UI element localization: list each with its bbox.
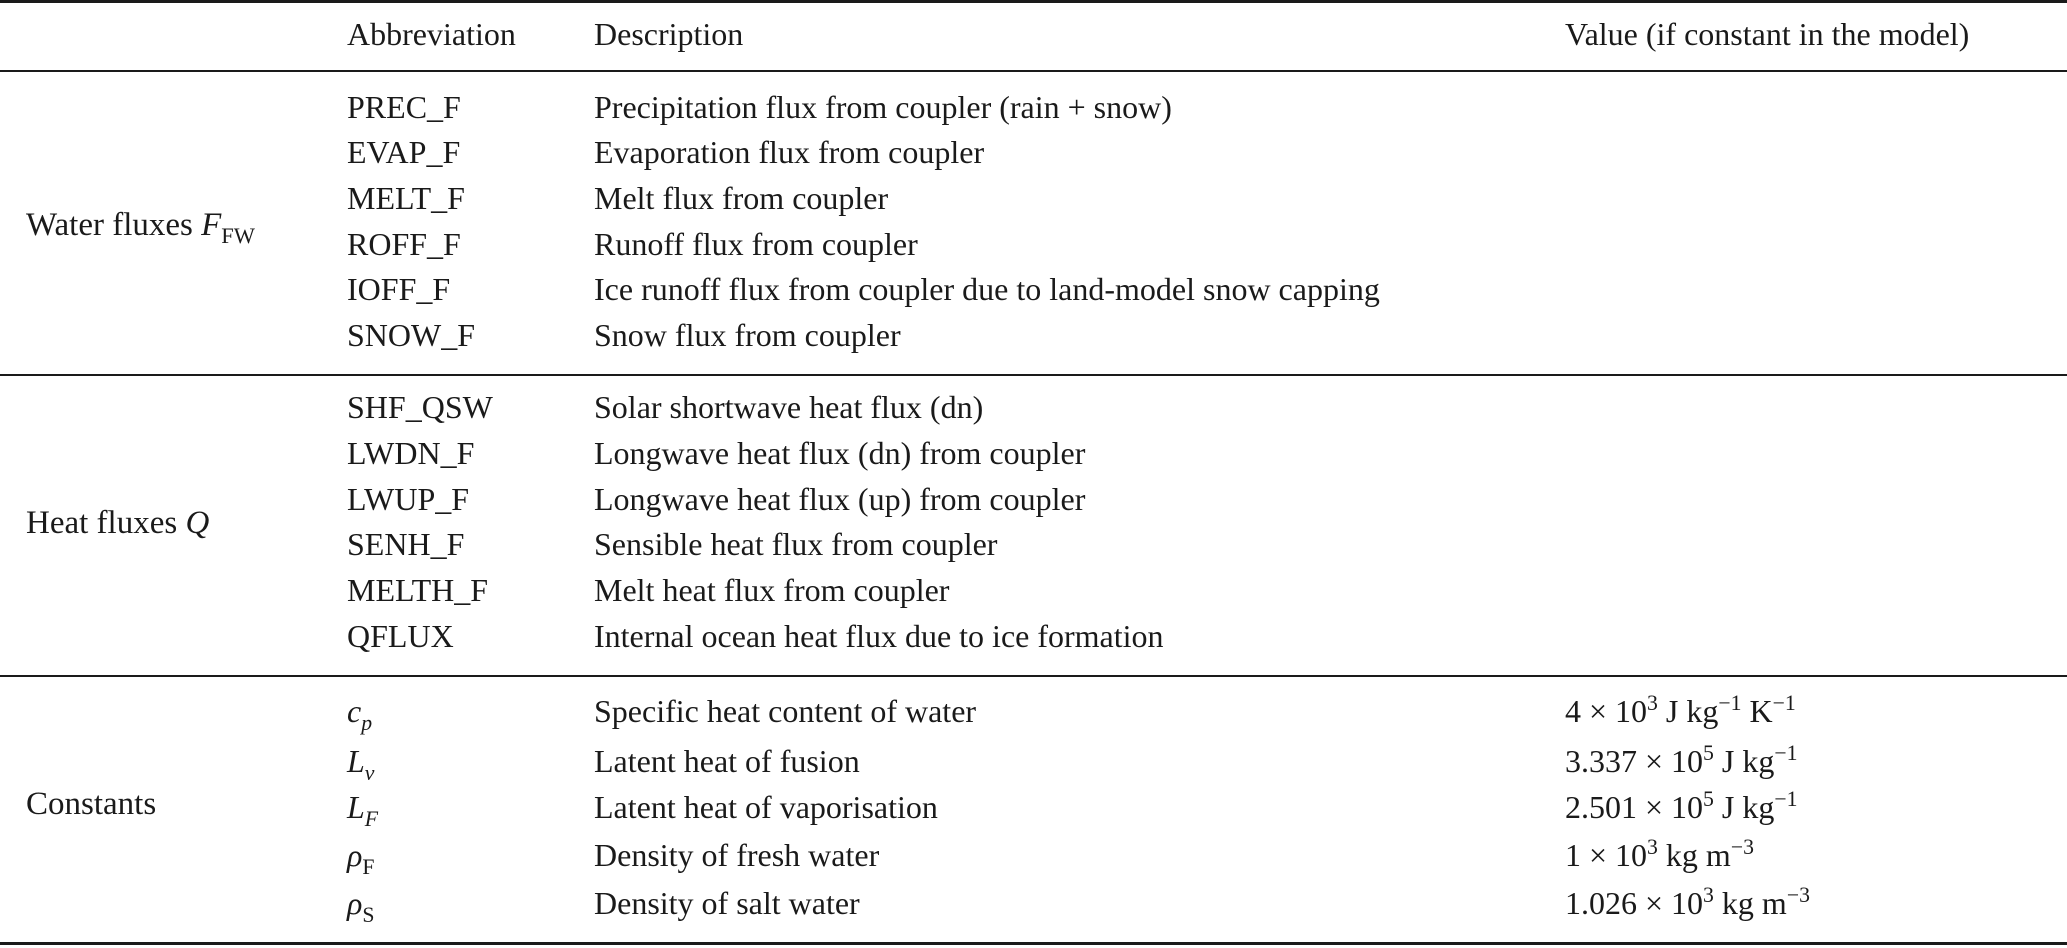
constant-symbol: $c_p$ — [347, 693, 373, 735]
table-row-desc: Ice runoff flux from coupler due to land-model snow capping — [594, 271, 1380, 307]
table-row-desc: Melt flux from coupler — [594, 180, 889, 216]
constant-value: $1 \times 10^3$ kg $m^{-3}$ — [1565, 835, 1754, 873]
table-row-abbr: MELTH_F — [347, 572, 489, 608]
table-row-desc: Density of salt water — [594, 885, 860, 921]
constant-value: $4 \times 10^3$ J $kg^{-1}$ $K^{-1}$ — [1565, 691, 1796, 729]
table-row-abbr: PREC_F — [347, 89, 461, 125]
table-row-abbr: ROFF_F — [347, 226, 461, 262]
group-rule-heat — [0, 675, 2067, 677]
constant-value: $2.501 \times 10^5$ J $kg^{-1}$ — [1565, 787, 1798, 825]
group-label-water-subscript: FW — [221, 222, 255, 248]
table-row-desc: Latent heat of fusion — [594, 743, 860, 779]
table-row-abbr: QFLUX — [347, 618, 454, 654]
constant-symbol: $\rho_F$ — [347, 837, 375, 879]
constant-value: $1.026 \times 10^3$ kg $m^{-3}$ — [1565, 883, 1810, 921]
table-row-desc: Specific heat content of water — [594, 693, 977, 729]
table-row-desc: Sensible heat flux from coupler — [594, 526, 998, 562]
constant-symbol: $L_F$ — [347, 789, 379, 831]
top-rule — [0, 0, 2067, 3]
table-row-desc: Longwave heat flux (dn) from coupler — [594, 435, 1086, 471]
header-rule — [0, 70, 2067, 72]
group-label-heat-text: Heat fluxes — [26, 505, 186, 541]
table-row-desc: Precipitation flux from coupler (rain + snow) — [594, 89, 1172, 125]
group-label-water-symbol: F — [201, 207, 222, 243]
header-abbreviation: Abbreviation — [347, 16, 516, 52]
table-row-abbr: IOFF_F — [347, 271, 451, 307]
group-label-constants: Constants — [26, 786, 157, 822]
table-row-desc: Melt heat flux from coupler — [594, 572, 950, 608]
table-row-abbr: SENH_F — [347, 526, 465, 562]
constant-symbol: $\rho_S$ — [347, 885, 375, 927]
table-row-abbr: SHF_QSW — [347, 389, 493, 425]
group-label-heat — [26, 503, 209, 543]
constant-value: $3.337 \times 10^5$ J $kg^{-1}$ — [1565, 741, 1798, 779]
table-row-abbr: MELT_F — [347, 180, 465, 216]
table-row-desc: Internal ocean heat flux due to ice formation — [594, 618, 1164, 654]
header-description: Description — [594, 16, 744, 52]
table-row-desc: Solar shortwave heat flux (dn) — [594, 389, 984, 425]
table-row-desc: Snow flux from coupler — [594, 317, 901, 353]
group-label-heat-symbol: Q — [185, 505, 210, 541]
bottom-rule — [0, 942, 2067, 945]
table-row-desc: Latent heat of vaporisation — [594, 789, 938, 825]
table-row-abbr: SNOW_F — [347, 317, 476, 353]
header-value: Value (if constant in the model) — [1565, 16, 1970, 52]
table-row-abbr: LWDN_F — [347, 435, 475, 471]
table-row-abbr: EVAP_F — [347, 134, 461, 170]
table-row-desc: Longwave heat flux (up) from coupler — [594, 481, 1086, 517]
group-label-water — [26, 205, 255, 248]
group-label-water-text: Water fluxes — [26, 207, 202, 243]
constant-symbol: $L_v$ — [347, 743, 375, 785]
group-rule-water — [0, 374, 2067, 376]
table-row-desc: Evaporation flux from coupler — [594, 134, 985, 170]
table-row-desc: Density of fresh water — [594, 837, 880, 873]
table-row-desc: Runoff flux from coupler — [594, 226, 918, 262]
table-row-abbr: LWUP_F — [347, 481, 470, 517]
